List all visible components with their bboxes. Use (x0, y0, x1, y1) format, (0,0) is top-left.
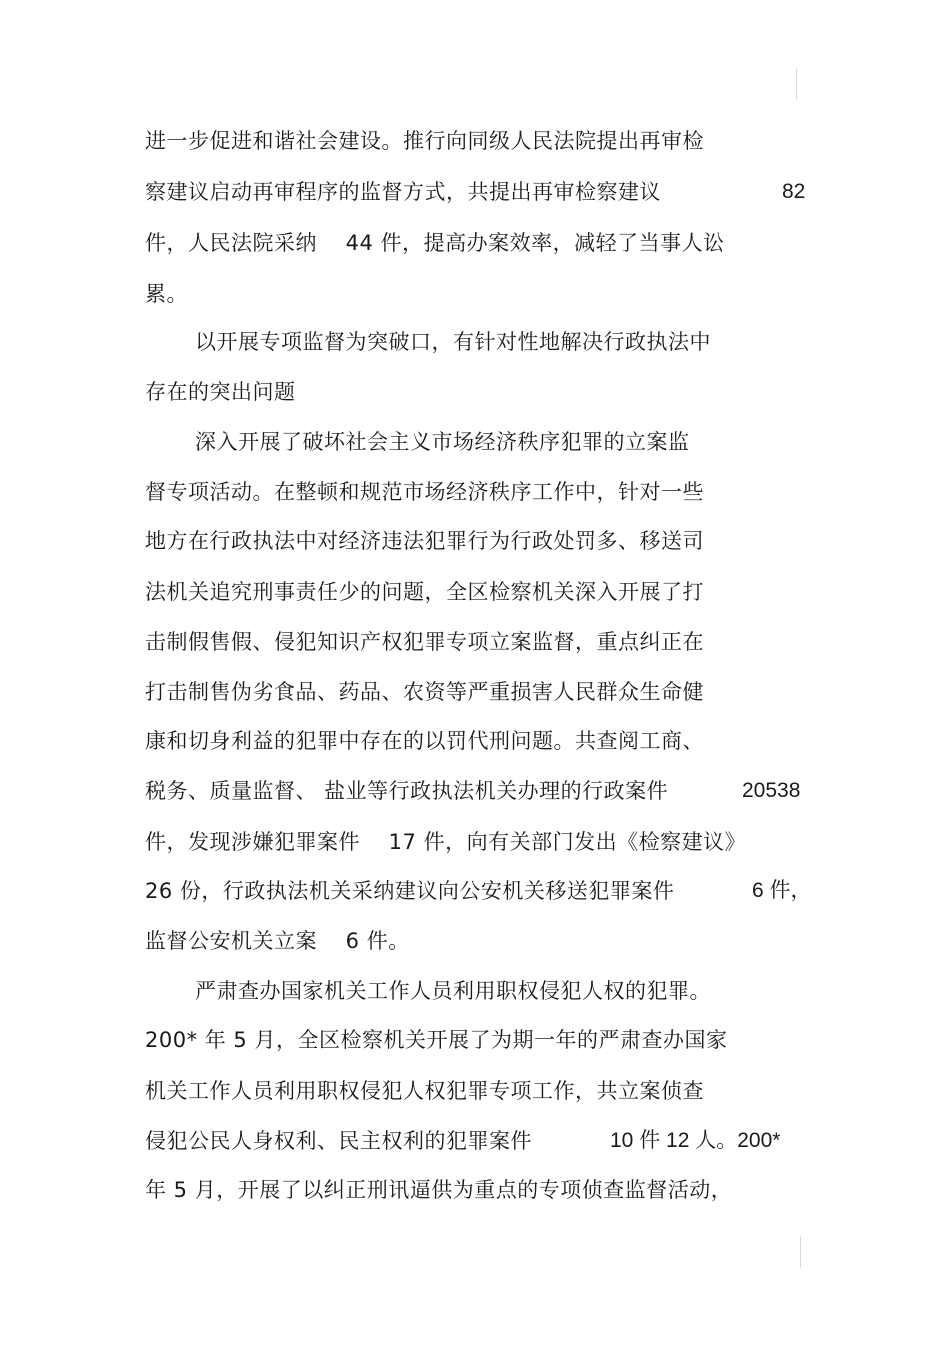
text-line-20: 机关工作人员利用职权侵犯人权犯罪专项工作，共立案侦查 (145, 1079, 704, 1103)
value-20538: 20538 (742, 779, 801, 802)
text-line-21: 侵犯公民人身权利、民主权利的犯罪案件 (145, 1129, 532, 1153)
section-heading-line-2: 存在的突出问题 (145, 380, 296, 404)
text-line-10: 法机关追究刑事责任少的问题，全区检察机关深入开展了打 (145, 580, 704, 604)
text-line-11: 击制假售假、侵犯知识产权犯罪专项立案监督，重点纠正在 (145, 630, 704, 654)
text-line-14: 税务、质量监督、 盐业等行政执法机关办理的行政案件 (145, 779, 669, 803)
bottom-margin-rule (800, 1236, 801, 1268)
value-82: 82 (782, 180, 806, 203)
text-line-2: 察建议启动再审程序的监督方式，共提出再审检察建议 (145, 180, 661, 204)
text-line-22: 年 5 月，开展了以纠正刑讯逼供为重点的专项侦查监督活动， (145, 1178, 733, 1202)
text-line-12: 打击制售伪劣食品、药品、农资等严重损害人民群众生命健 (145, 680, 704, 704)
text-line-16: 26 份，行政执法机关采纳建议向公安机关移送犯罪案件 (145, 879, 675, 903)
text-line-9: 地方在行政执法中对经济违法犯罪行为行政处罚多、移送司 (145, 529, 704, 553)
text-line-3: 件，人民法院采纳 44 件，提高办案效率，减轻了当事人讼 (145, 231, 725, 255)
text-line-18: 严肃查办国家机关工作人员利用职权侵犯人权的犯罪。 (195, 979, 711, 1003)
text-line-19: 200* 年 5 月，全区检察机关开展了为期一年的严肃查办国家 (145, 1028, 728, 1052)
value-10-cases-12-people: 10 件 12 人。200* (610, 1129, 781, 1152)
text-line-15: 件，发现涉嫌犯罪案件 17 件，向有关部门发出《检察建议》 (145, 830, 747, 854)
value-6-cases: 6 件， (752, 879, 812, 902)
text-line-4: 累。 (145, 282, 188, 306)
section-heading-line-1: 以开展专项监督为突破口，有针对性地解决行政执法中 (195, 330, 711, 354)
top-margin-rule (796, 68, 797, 100)
text-line-7: 深入开展了破坏社会主义市场经济秩序犯罪的立案监 (195, 430, 690, 454)
text-line-8: 督专项活动。在整顿和规范市场经济秩序工作中，针对一些 (145, 480, 704, 504)
text-line-17: 监督公安机关立案 6 件。 (145, 929, 410, 953)
text-line-1: 进一步促进和谐社会建设。推行向同级人民法院提出再审检 (145, 129, 704, 153)
text-line-13: 康和切身利益的犯罪中存在的以罚代刑问题。共查阅工商、 (145, 729, 704, 753)
